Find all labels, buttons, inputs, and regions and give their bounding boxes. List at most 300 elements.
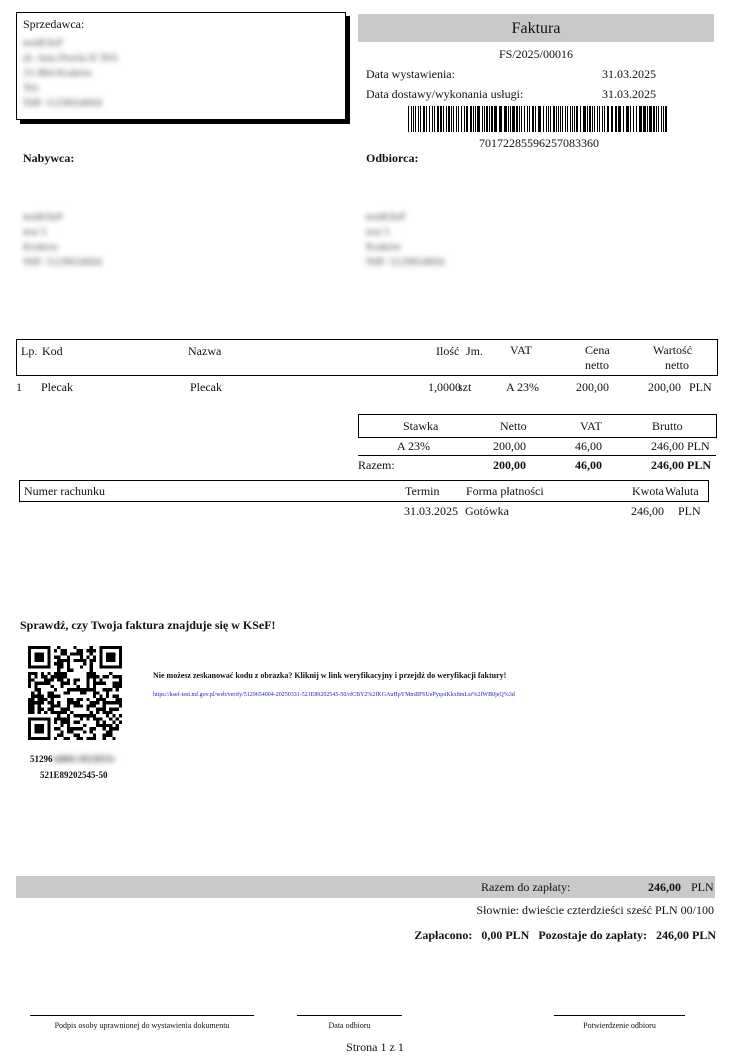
signature-label-receipt: Potwierdzenie odbioru [583,1021,656,1030]
qr-module [93,701,96,704]
recipient-section [366,151,445,270]
qr-module [28,708,31,711]
qr-module [73,721,76,724]
qr-module [54,672,57,675]
qr-module [93,656,96,659]
qr-module [99,652,102,655]
qr-module [106,734,109,737]
qr-module [57,672,60,675]
barcode-bar [437,106,439,132]
col-jm: Jm. [466,344,484,358]
qr-module [60,730,63,733]
qr-module [119,652,122,655]
qr-module [112,695,115,698]
remaining-label: Pozostaje do zapłaty: [538,928,647,942]
qr-module [41,672,44,675]
barcode-bar [494,106,497,132]
qr-module [41,656,44,659]
qr-module [80,698,83,701]
qr-module [31,717,34,720]
qr-module [86,678,89,681]
qr-module [67,678,70,681]
qr-module [28,659,31,662]
qr-module [34,737,37,740]
qr-module [64,711,67,714]
qr-module [54,695,57,698]
qr-module [38,724,41,727]
qr-module [31,672,34,675]
qr-module [60,734,63,737]
barcode-bar [484,106,485,132]
qr-module [90,737,93,740]
qr-module [47,691,50,694]
vat-row-vat: 46,00 [575,439,602,453]
qr-module [116,682,119,685]
qr-code-icon[interactable] [28,646,122,740]
buyer-name: testKSeF [23,211,64,223]
qr-module [47,656,50,659]
qr-module [28,701,31,704]
qr-module [28,727,31,730]
barcode-bar [565,106,566,132]
qr-module [67,714,70,717]
qr-module [106,659,109,662]
barcode-bar [623,106,624,132]
qr-module [116,724,119,727]
invoice-title: Faktura [358,14,714,42]
col-ilosc: Ilość [436,344,460,358]
qr-module [77,688,80,691]
qr-module [57,717,60,720]
vat-divider [358,455,716,456]
buyer-street: test 5 [23,226,47,238]
vat-row-netto: 200,00 [493,439,526,453]
barcode-bar [477,106,480,132]
barcode-bar [458,106,459,132]
qr-module [28,678,31,681]
qr-module [93,714,96,717]
qr-module [99,678,102,681]
qr-module [119,704,122,707]
qr-module [41,724,44,727]
qr-module [47,678,50,681]
qr-module [106,695,109,698]
qr-module [73,652,76,655]
signature-line-date [297,1015,402,1016]
qr-module [51,701,54,704]
qr-module [47,717,50,720]
qr-module [86,649,89,652]
qr-module [83,714,86,717]
barcode-bar [546,106,547,132]
qr-module [41,717,44,720]
qr-module [44,698,47,701]
ksef-id-hidden: 54004-20250331- [52,754,117,764]
ksef-title: Sprawdź, czy Twoja faktura znajduje się w KSeF! [20,618,276,632]
qr-module [83,730,86,733]
vat-col-brutto: Brutto [652,419,683,433]
qr-module [57,659,60,662]
signature-line-issuer [30,1015,254,1016]
qr-module [47,708,50,711]
qr-module [77,678,80,681]
qr-module [67,688,70,691]
qr-module [112,737,115,740]
qr-module [41,727,44,730]
qr-module [83,662,86,665]
barcode-bar [560,106,561,132]
qr-module [60,649,63,652]
barcode-bar [446,106,447,132]
barcode-bar [663,106,664,132]
qr-module [106,691,109,694]
qr-module [96,675,99,678]
qr-module [93,685,96,688]
barcode-bar [607,106,609,132]
qr-module [64,691,67,694]
qr-module [34,665,37,668]
qr-module [106,652,109,655]
qr-module [93,659,96,662]
payment-table-header [19,480,709,502]
vat-total-label: Razem: [358,458,395,472]
qr-module [112,727,115,730]
table-row [16,380,718,398]
qr-module [70,711,73,714]
qr-module [86,714,89,717]
qr-module [38,682,41,685]
col-wartosc-2: netto [665,358,689,372]
qr-module [54,656,57,659]
qr-module [31,704,34,707]
row-ilosc: 1,0000 [428,380,461,394]
qr-module [90,714,93,717]
qr-module [44,711,47,714]
barcode-bar [456,106,457,132]
qr-module [90,665,93,668]
qr-module [38,711,41,714]
qr-module [60,724,63,727]
barcode-bar [548,106,549,132]
barcode-bar [556,106,557,132]
qr-module [38,708,41,711]
buyer-label: Nabywca: [23,151,75,165]
qr-module [106,665,109,668]
issue-date-value: 31.03.2025 [602,67,656,81]
qr-module [73,704,76,707]
qr-module [80,665,83,668]
recipient-details [366,210,445,270]
row-kod: Plecak [41,380,73,394]
qr-module [116,685,119,688]
barcode-bar [429,106,430,132]
barcode-bar [418,106,419,132]
qr-module [28,698,31,701]
qr-module [86,698,89,701]
qr-module [34,682,37,685]
qr-module [28,704,31,707]
qr-module [31,646,34,649]
qr-module [119,656,122,659]
qr-module [60,662,63,665]
qr-module [64,659,67,662]
qr-module [103,698,106,701]
barcode-bar [567,106,568,132]
barcode-bar [420,106,421,132]
barcode [408,106,670,132]
qr-module [38,730,41,733]
qr-module [83,724,86,727]
qr-module [90,727,93,730]
qr-module [47,659,50,662]
qr-module [34,730,37,733]
qr-module [41,675,44,678]
qr-module [93,678,96,681]
qr-module [109,665,112,668]
barcode-bar [461,106,462,132]
qr-module [38,698,41,701]
qr-module [64,708,67,711]
qr-module [64,721,67,724]
qr-module [67,656,70,659]
qr-module [116,695,119,698]
barcode-bar [448,106,450,132]
pay-col-waluta: Waluta [665,484,699,498]
barcode-bar [440,106,442,132]
qr-module [67,665,70,668]
barcode-bar [558,106,559,132]
barcode-bar [434,106,435,132]
vat-total-vat: 46,00 [575,458,602,472]
qr-module [90,701,93,704]
qr-module [99,646,102,649]
qr-module [28,646,31,649]
invoice-number: FS/2025/00016 [498,47,573,61]
signature-label-issuer: Podpis osoby uprawnionej do wystawienia dokumentu [54,1021,230,1030]
col-nazwa: Nazwa [188,344,222,358]
barcode-bar [464,106,465,132]
barcode-bar [538,106,541,132]
qr-module [38,688,41,691]
qr-module [90,646,93,649]
qr-module [112,652,115,655]
qr-module [86,682,89,685]
qr-module [90,711,93,714]
qr-module [93,649,96,652]
qr-module [44,675,47,678]
recipient-street: test 5 [366,226,390,238]
col-vat: VAT [510,343,532,357]
qr-module [96,701,99,704]
qr-module [47,730,50,733]
qr-module [38,691,41,694]
qr-module [116,717,119,720]
qr-module [31,701,34,704]
barcode-bar [543,106,544,132]
qr-module [109,730,112,733]
qr-module [99,724,102,727]
vat-col-stawka: Stawka [403,419,439,433]
barcode-bar [426,106,427,132]
qr-module [93,691,96,694]
barcode-bar [583,106,586,132]
qr-module [28,730,31,733]
barcode-bar [589,106,591,132]
qr-module [64,682,67,685]
qr-module [109,701,112,704]
qr-module [119,682,122,685]
barcode-bar [574,106,575,132]
seller-details [23,36,339,111]
barcode-bar [491,106,493,132]
qr-module [67,682,70,685]
qr-module [99,695,102,698]
qr-module [86,708,89,711]
qr-module [106,646,109,649]
qr-module [119,659,122,662]
qr-module [93,682,96,685]
qr-module [28,724,31,727]
qr-module [99,649,102,652]
buyer-section [23,151,102,270]
qr-module [116,727,119,730]
qr-module [51,685,54,688]
qr-module [112,685,115,688]
qr-module [38,727,41,730]
qr-module [103,737,106,740]
qr-module [57,734,60,737]
barcode-bar [615,106,617,132]
qr-module [34,688,37,691]
qr-module [51,675,54,678]
qr-module [103,688,106,691]
qr-module [106,688,109,691]
qr-module [109,688,112,691]
qr-module [28,711,31,714]
qr-module [54,675,57,678]
signature-label-date: Data odbioru [328,1021,371,1030]
barcode-bar [649,106,652,132]
qr-module [77,652,80,655]
qr-module [54,662,57,665]
barcode-bar [521,106,522,132]
qr-module [44,678,47,681]
recipient-name: testKSeF [366,211,407,223]
ksef-verify-link[interactable]: https://ksef-test.mf.gov.pl/web/verify/5129654004-20250331-521E89202545-50/rfCBY2%2fKGAuHpYMmBF6UePyqoiKkx8mLsr%2fWB0jeQ%3d [153,692,515,698]
qr-module [44,717,47,720]
qr-module [31,691,34,694]
seller-street: ul. Jana Pawła II 39A [23,52,119,64]
barcode-bar [512,106,515,132]
qr-module [106,656,109,659]
pay-row-termin: 31.03.2025 [404,504,458,518]
qr-module [96,708,99,711]
qr-module [34,685,37,688]
qr-module [47,727,50,730]
qr-module [112,682,115,685]
qr-module [41,737,44,740]
qr-module [28,665,31,668]
qr-module [80,649,83,652]
qr-module [31,698,34,701]
qr-module [116,688,119,691]
qr-module [60,678,63,681]
qr-module [41,698,44,701]
barcode-bar [653,106,655,132]
buyer-city: Kraków [23,241,59,253]
recipient-label: Odbiorca: [366,151,419,165]
qr-module [119,721,122,724]
qr-module [51,691,54,694]
qr-module [47,695,50,698]
qr-module [28,672,31,675]
seller-city: 31-864 Kraków [23,67,93,79]
barcode-bar [432,106,433,132]
qr-module [60,672,63,675]
qr-module [86,704,89,707]
qr-module [60,685,63,688]
qr-module [38,665,41,668]
barcode-bar [592,106,593,132]
qr-module [93,704,96,707]
barcode-bar [658,106,659,132]
qr-module [119,675,122,678]
qr-module [67,704,70,707]
pay-col-termin: Termin [405,484,440,498]
qr-module [44,646,47,649]
qr-module [28,685,31,688]
qr-module [34,727,37,730]
barcode-bar [626,106,629,132]
barcode-bar [415,106,416,132]
qr-module [86,672,89,675]
barcode-bar [618,106,621,132]
qr-module [96,721,99,724]
vat-summary-header [358,414,717,438]
qr-module [93,737,96,740]
qr-module [34,646,37,649]
vat-summary-row [358,439,717,456]
qr-module [51,695,54,698]
signature-line-receipt [554,1015,685,1016]
paid-label: Zapłacono: [414,928,473,942]
qr-module [90,672,93,675]
qr-module [77,727,80,730]
barcode-bar [423,106,425,132]
qr-module [60,711,63,714]
vat-row-stawka: A 23% [397,439,430,453]
row-nazwa: Plecak [190,380,222,394]
qr-module [80,704,83,707]
qr-module [90,669,93,672]
qr-module [57,678,60,681]
barcode-bar [599,106,600,132]
qr-module [28,675,31,678]
total-due-currency: PLN [691,880,714,894]
qr-module [83,659,86,662]
barcode-bar [482,106,483,132]
qr-module [109,646,112,649]
barcode-bar [656,106,657,132]
qr-module [112,675,115,678]
qr-module [67,721,70,724]
qr-module [77,714,80,717]
qr-module [103,646,106,649]
qr-module [109,734,112,737]
qr-module [51,698,54,701]
qr-module [57,646,60,649]
barcode-bar [489,106,490,132]
